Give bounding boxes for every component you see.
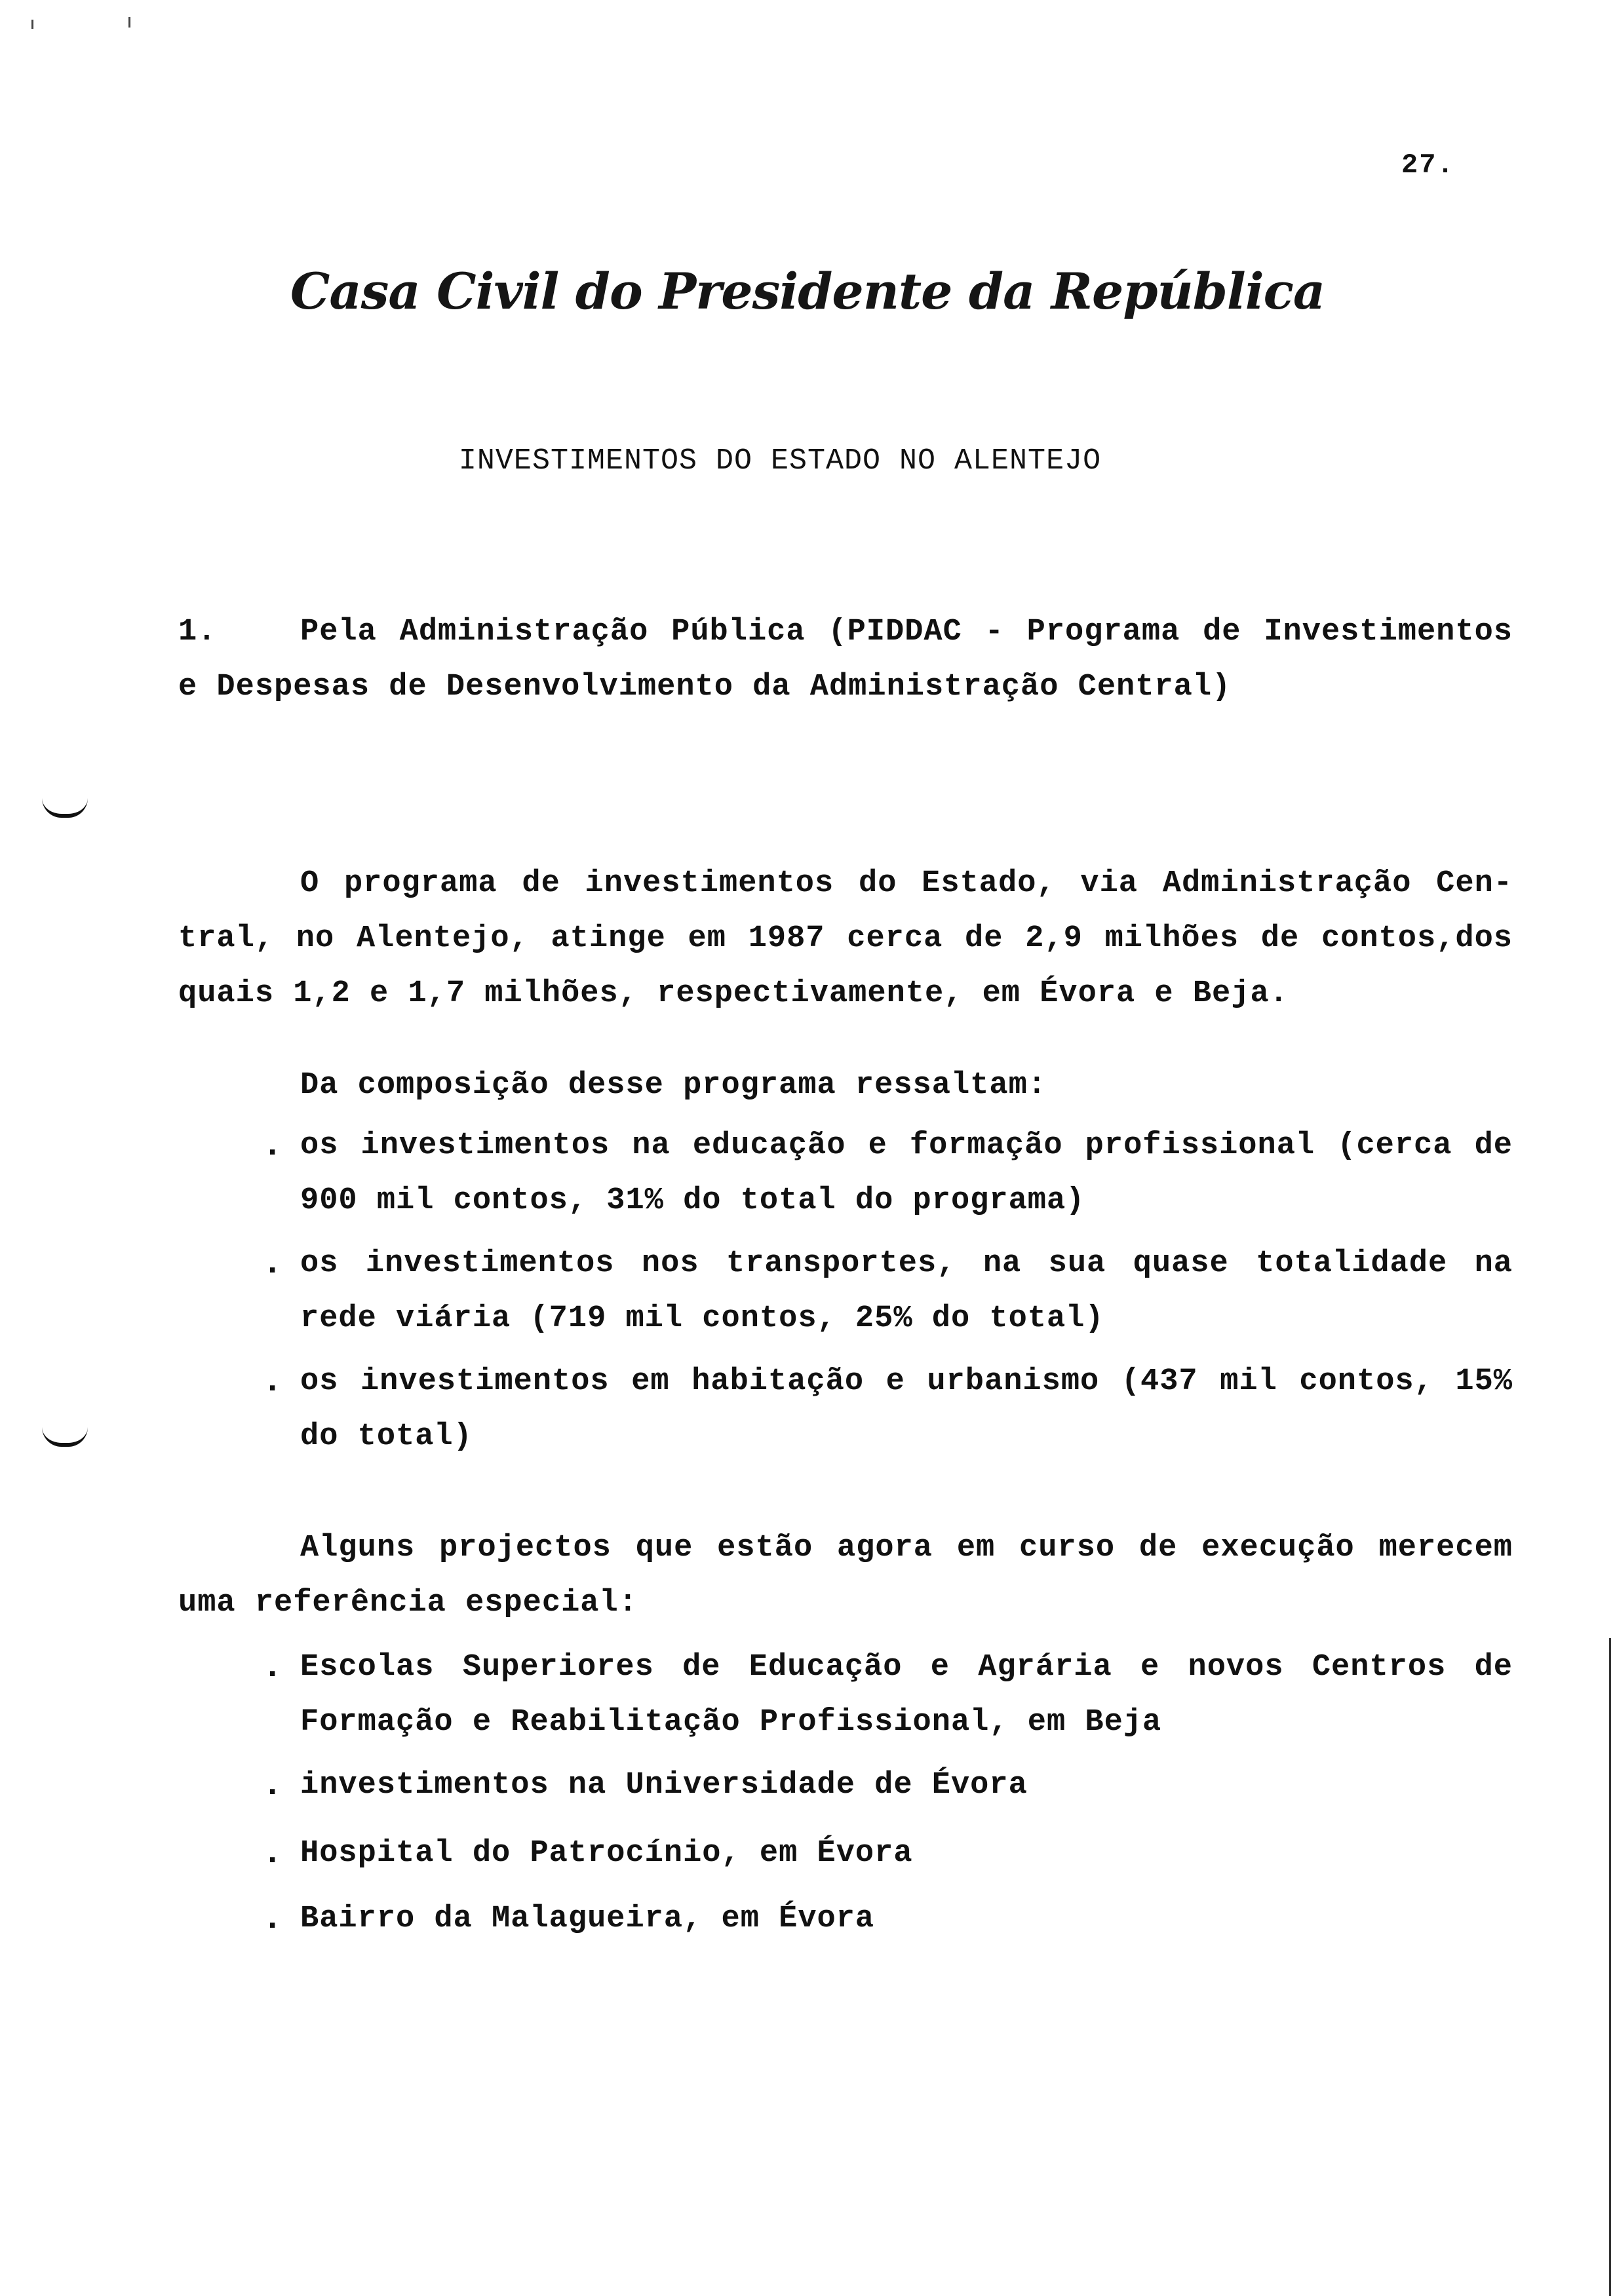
scan-speck (128, 17, 130, 28)
paragraph-2-intro: Da composição desse programa ressaltam: (300, 1068, 1047, 1103)
section-heading-line-1: Pela Administração Pública (PIDDAC - Programa de Investimentos (300, 615, 1513, 649)
letterhead: Casa Civil do Presidente da República (290, 262, 1325, 320)
scan-speck (31, 20, 33, 29)
section-heading-line-2: e Despesas de Desenvolvimento da Administração Central) (178, 670, 1232, 704)
bullet-marker: . (262, 1834, 284, 1873)
binding-mark (42, 1427, 88, 1447)
bullet-marker: . (262, 1126, 284, 1165)
page-number: 27. (1401, 149, 1455, 181)
list-item: Hospital do Patrocínio, em Évora (300, 1836, 913, 1871)
paragraph-1-line-2: tral, no Alentejo, atinge em 1987 cerca de 2,9 milhões de contos,dos (178, 921, 1513, 956)
paragraph-3-line-1: Alguns projectos que estão agora em curso de execução merecem (300, 1531, 1513, 1565)
list-item: os investimentos nos transportes, na sua quase totalidade na (300, 1246, 1513, 1281)
bullet-marker: . (262, 1900, 284, 1938)
document-title: INVESTIMENTOS DO ESTADO NO ALENTEJO (458, 444, 1102, 478)
list-item: Bairro da Malagueira, em Évora (300, 1902, 875, 1936)
list-item: os investimentos na educação e formação profissional (cerca de (300, 1128, 1513, 1163)
paragraph-3-line-2: uma referência especial: (178, 1586, 638, 1620)
paragraph-1-line-1: O programa de investimentos do Estado, via Administração Cen- (300, 866, 1513, 901)
bullet-marker: . (262, 1244, 284, 1283)
list-item-continuation: do total) (300, 1419, 473, 1454)
list-item: Escolas Superiores de Educação e Agrária e novos Centros de (300, 1650, 1513, 1685)
scan-edge-line (1609, 1638, 1611, 2296)
list-item-continuation: Formação e Reabilitação Profissional, em Beja (300, 1705, 1162, 1740)
binding-mark (42, 798, 88, 818)
list-item: os investimentos em habitação e urbanismo (437 mil contos, 15% (300, 1364, 1513, 1399)
section-number: 1. (178, 615, 217, 649)
list-item-continuation: 900 mil contos, 31% do total do programa) (300, 1183, 1085, 1218)
bullet-marker: . (262, 1648, 284, 1687)
bullet-marker: . (262, 1362, 284, 1401)
bullet-marker: . (262, 1766, 284, 1805)
list-item: investimentos na Universidade de Évora (300, 1768, 1028, 1803)
list-item-continuation: rede viária (719 mil contos, 25% do total) (300, 1301, 1104, 1336)
paragraph-1-line-3: quais 1,2 e 1,7 milhões, respectivamente, em Évora e Beja. (178, 976, 1289, 1011)
